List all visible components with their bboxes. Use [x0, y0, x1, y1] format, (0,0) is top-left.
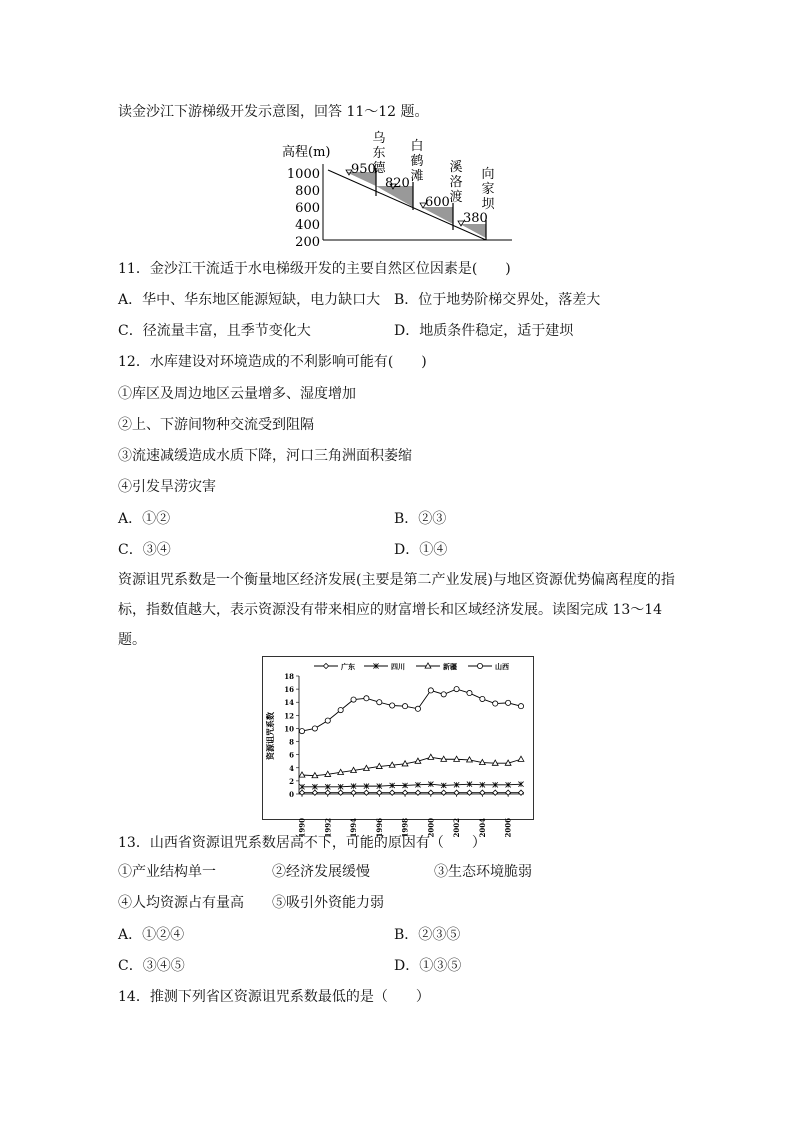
q13-stem: 13．山西省资源诅咒系数居高不下，可能的原因有（ ） [118, 835, 486, 851]
series-3-point [415, 706, 420, 711]
q11-stem: 11．金沙江干流适于水电梯级开发的主要自然区位因素是( ) [118, 261, 511, 277]
q13-option-d: D．①③⑤ [394, 958, 462, 974]
chart-ytick-label: 14 [284, 698, 294, 708]
chart-ytick-label: 10 [284, 724, 294, 734]
q12-stem: 12．水库建设对环境造成的不利影响可能有( ) [118, 354, 427, 370]
chart-xtick-label: 2006 [503, 818, 513, 838]
q12-item: ②上、下游间物种交流受到阻隔 [118, 417, 314, 433]
diagram-ytick: 200 [295, 235, 320, 250]
q12-option-b: B．②③ [394, 511, 447, 527]
q12-item: ④引发旱涝灾害 [118, 479, 216, 495]
chart-ytick-label: 16 [284, 685, 294, 695]
intro-text-2: 资源诅咒系数是一个衡量地区经济发展(主要是第二产业发展)与地区资源优势偏离程度的指标，指数值越大，表示资源没有带来相应的财富增长和区域经济发展。读图完成 13～14 题。 [118, 572, 675, 648]
dam-name-xiangjiaba-char: 向 [481, 167, 495, 182]
series-3-point [325, 718, 330, 723]
chart-ytick-label: 12 [284, 711, 294, 721]
q12-item: ③流速减缓造成水质下降，河口三角洲面积萎缩 [118, 448, 412, 464]
chart-ytick-label: 2 [289, 776, 294, 786]
series-3-point [390, 703, 395, 708]
q14-stem: 14．推测下列省区资源诅咒系数最低的是（ ） [118, 989, 430, 1005]
chart-ylabel: 资源诅咒系数 [265, 712, 275, 760]
diagram-yticks [287, 167, 320, 250]
legend-label: 四川 [391, 662, 405, 671]
q12-option-c: C．③④ [118, 542, 171, 558]
diagram-ytick: 400 [295, 218, 320, 233]
series-3-point [454, 687, 459, 692]
chart-xtick-label: 2004 [477, 818, 487, 838]
chart-xtick-label: 2002 [452, 818, 462, 838]
series-3-point [480, 696, 485, 701]
q11-option-d: D．地质条件稳定，适于建坝 [394, 323, 574, 339]
dam-name-baihetan-char: 白 [410, 139, 424, 154]
chart-ytick-label: 6 [289, 750, 294, 760]
chart-xtick-label: 1994 [349, 818, 359, 838]
q11-option-c: C．径流量丰富，且季节变化大 [118, 323, 311, 339]
chart-ytick-label: 4 [289, 763, 294, 773]
chart-xtick-label: 2000 [426, 818, 436, 838]
series-3-point [312, 726, 317, 731]
series-3-point [402, 704, 407, 709]
chart-ytick-label: 8 [289, 737, 294, 747]
series-3-point [441, 692, 446, 697]
q13-option-a: A．①②④ [118, 927, 185, 943]
series-3-point [506, 700, 511, 705]
q13-option-c: C．③④⑤ [118, 958, 185, 974]
series-3-point [428, 688, 433, 693]
dam-name-wudongde-char: 德 [372, 161, 386, 176]
dam-name-wudongde-char: 东 [372, 146, 386, 161]
q13-item: ③生态环境脆弱 [434, 864, 532, 880]
series-3-point [351, 697, 356, 702]
diagram-ylabel: 高程(m) [282, 145, 331, 160]
chart-xtick-label: 1992 [323, 818, 333, 838]
dam-name-xiangjiaba-char: 家 [481, 182, 495, 197]
diagram-ytick: 1000 [286, 167, 320, 182]
q13-option-b: B．②③⑤ [394, 927, 461, 943]
dam-name-wudongde-char: 乌 [372, 131, 386, 146]
legend-marker [477, 663, 482, 668]
series-3-point [364, 696, 369, 701]
series-3-point [518, 704, 523, 709]
legend-label: 新疆 [443, 662, 457, 671]
level-label-600: 600 [425, 195, 450, 210]
dam-name-xiluodu-char: 溪 [449, 160, 463, 175]
q11-option-b: B．位于地势阶梯交界处，落差大 [394, 292, 601, 308]
chart-ytick-label: 18 [284, 672, 294, 681]
level-label-950: 950 [351, 162, 376, 177]
reservoir-xiangjiaba [460, 224, 486, 238]
diagram-ytick: 800 [295, 184, 320, 199]
q13-item: ④人均资源占有量高 [118, 895, 244, 911]
dam-name-xiangjiaba-char: 坝 [481, 197, 495, 212]
q12-item: ①库区及周边地区云量增多、湿度增加 [118, 386, 356, 402]
dam-name-xiluodu-char: 洛 [449, 175, 463, 190]
legend-label: 山西 [495, 662, 509, 671]
q12-option-a: A．①② [118, 511, 171, 527]
diagram-ytick: 600 [295, 201, 320, 216]
q13-item: ②经济发展缓慢 [272, 864, 370, 880]
chart-xtick-label: 1990 [297, 818, 307, 838]
dam-name-baihetan-char: 鹤 [410, 154, 424, 169]
dam-name-xiluodu-char: 渡 [449, 190, 463, 205]
resource-curse-chart [262, 656, 534, 838]
series-3-point [338, 707, 343, 712]
q12-option-d: D．①④ [394, 542, 448, 558]
chart-ytick-label: 0 [289, 790, 294, 799]
series-3-point [377, 700, 382, 705]
cascade-diagram [270, 126, 530, 250]
level-label-820: 820 [385, 176, 410, 191]
q13-item: ①产业结构单一 [118, 864, 216, 880]
q13-item: ⑤吸引外资能力弱 [272, 895, 384, 911]
intro-text-1: 读金沙江下游梯级开发示意图，回答 11～12 题。 [118, 104, 429, 120]
chart-xtick-label: 1996 [374, 818, 384, 838]
chart-frame [263, 657, 534, 820]
level-label-380: 380 [463, 211, 488, 226]
chart-xtick-label: 1998 [400, 818, 410, 838]
legend-label: 广东 [341, 662, 355, 671]
series-3-point [493, 701, 498, 706]
series-3-point [467, 690, 472, 695]
dam-name-baihetan-char: 滩 [410, 169, 424, 184]
q11-option-a: A．华中、华东地区能源短缺，电力缺口大 [118, 292, 381, 308]
series-3-point [299, 728, 304, 733]
